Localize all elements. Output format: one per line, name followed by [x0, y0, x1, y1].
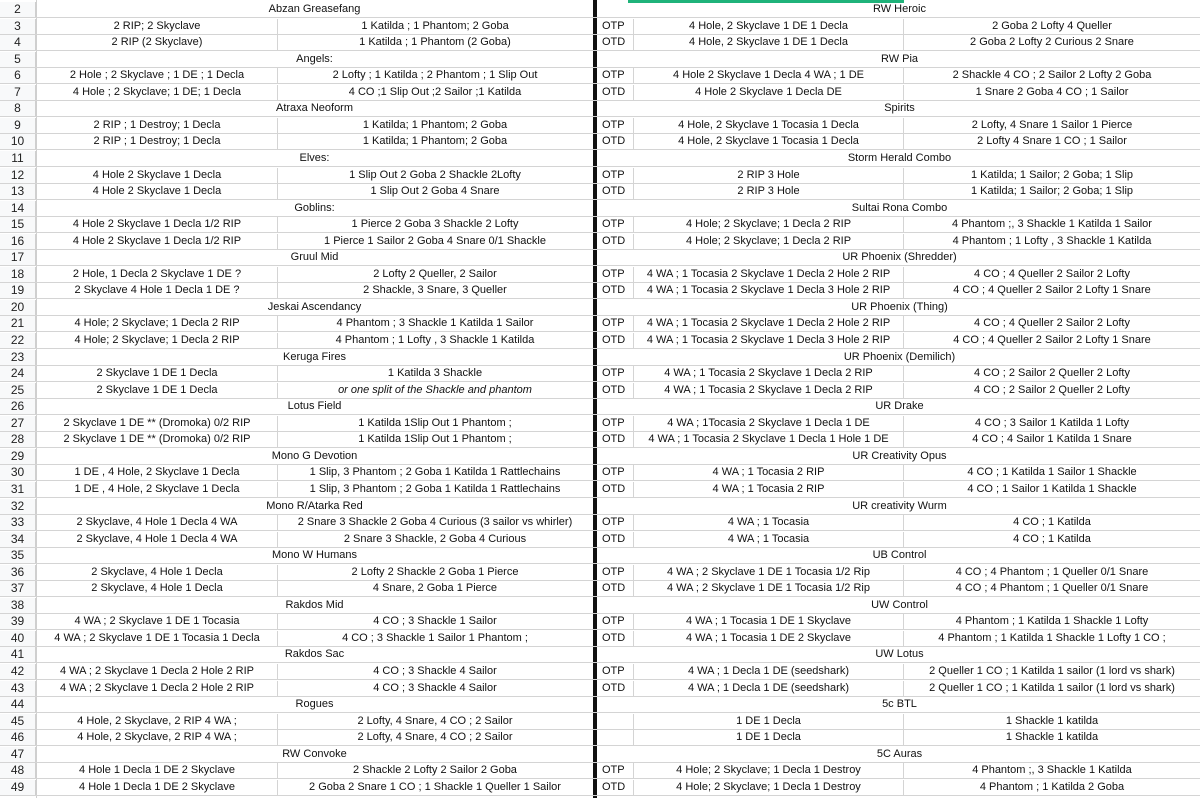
play-draw-cell[interactable]: OTP	[599, 118, 634, 133]
sideboard-in-cell[interactable]: 4 Hole; 2 Skyclave; 1 Decla 2 RIP	[37, 333, 278, 348]
sideboard-in-cell[interactable]: 2 RIP (2 Skyclave)	[37, 35, 278, 50]
sideboard-in-cell[interactable]: 4 Hole; 2 Skyclave; 1 Decla 1 Destroy	[634, 763, 904, 778]
deck-title-cell[interactable]: Abzan Greasefang	[268, 3, 361, 15]
sheet-row	[0, 333, 1200, 349]
deck-title-cell[interactable]: Sultai Rona Combo	[851, 201, 948, 214]
sheet-row	[0, 416, 1200, 432]
sideboard-in-cell[interactable]: 1 DE 1 Decla	[634, 714, 904, 729]
sheet-row	[0, 366, 1200, 382]
play-draw-cell[interactable]: OTP	[599, 19, 634, 34]
sideboard-out-cell[interactable]: 2 Snare 3 Shackle, 2 Goba 4 Curious	[343, 532, 527, 545]
play-draw-cell[interactable]	[599, 714, 634, 729]
sideboard-out-cell[interactable]: 1 Katilda; 1 Sailor; 2 Goba; 1 Slip	[970, 185, 1134, 198]
play-draw-cell[interactable]: OTD	[599, 333, 634, 348]
sheet-row	[0, 515, 1200, 531]
sideboard-in-cell[interactable]: 4 WA ; 1 Tocasia 2 Skyclave 1 Decla 1 Hole 1 DE	[634, 432, 904, 447]
play-draw-cell[interactable]: OTP	[599, 465, 634, 480]
sideboard-in-cell[interactable]: 2 Skyclave, 4 Hole 1 Decla 4 WA	[37, 515, 278, 530]
sideboard-out-cell[interactable]: 2 Snare 3 Shackle 2 Goba 4 Curious (3 sailor vs whirler)	[297, 516, 573, 529]
row-number[interactable]: 28	[0, 432, 36, 447]
sheet-row	[0, 316, 1200, 332]
sideboard-in-cell[interactable]: 4 Hole 2 Skyclave 1 Decla 4 WA ; 1 DE	[634, 68, 904, 83]
sheet-row	[0, 68, 1200, 84]
sheet-row	[0, 35, 1200, 51]
play-draw-cell[interactable]: OTD	[599, 432, 634, 447]
sideboard-out-cell[interactable]: 4 CO ; 4 Phantom ; 1 Queller 0/1 Snare	[955, 582, 1149, 595]
sheet-row	[0, 234, 1200, 250]
deck-title-cell[interactable]: Gruul Mid	[290, 251, 339, 264]
sheet-row	[0, 681, 1200, 697]
sheet-row	[0, 614, 1200, 630]
row-number[interactable]: 37	[0, 581, 36, 596]
sideboard-out-cell[interactable]: 4 CO ; 2 Sailor 2 Queller 2 Lofty	[974, 367, 1130, 380]
row-number[interactable]: 31	[0, 482, 36, 497]
play-draw-cell[interactable]	[599, 730, 634, 745]
row-number[interactable]: 4	[0, 35, 36, 50]
sideboard-out-cell[interactable]: 2 Queller 1 CO ; 1 Katilda 1 sailor (1 lord vs shark)	[929, 665, 1175, 677]
row-number[interactable]: 23	[0, 350, 36, 365]
play-draw-cell[interactable]: OTD	[599, 532, 634, 547]
sideboard-out-cell[interactable]: 4 Phantom ; 1 Lofty , 3 Shackle 1 Katilda	[952, 234, 1152, 247]
sideboard-in-cell[interactable]: 4 Hole; 2 Skyclave; 1 Decla 2 RIP	[37, 316, 278, 331]
sheet-row	[0, 499, 1200, 515]
play-draw-cell[interactable]: OTP	[599, 68, 634, 83]
sideboard-in-cell[interactable]: 4 WA ; 1Tocasia 2 Skyclave 1 Decla 1 DE	[634, 416, 904, 431]
deck-title-cell[interactable]: Rogues	[295, 698, 334, 711]
sideboard-in-cell[interactable]: 4 Hole 1 Decla 1 DE 2 Skyclave	[37, 763, 278, 778]
play-draw-cell[interactable]: OTP	[599, 416, 634, 431]
sideboard-out-cell[interactable]: 2 Shackle 2 Lofty 2 Sailor 2 Goba	[353, 764, 517, 777]
deck-title-cell[interactable]: UB Control	[872, 549, 927, 562]
sideboard-out-cell[interactable]: 4 Phantom ; 1 Katilda 1 Shackle 1 Lofty	[955, 615, 1149, 628]
deck-title-cell[interactable]: UW Control	[871, 598, 928, 611]
row-number[interactable]: 33	[0, 515, 36, 530]
sideboard-out-cell[interactable]: 1 Katilda; 1 Phantom; 2 Goba	[362, 135, 508, 148]
row-number[interactable]: 3	[0, 19, 36, 34]
sideboard-in-cell[interactable]: 2 Skyclave 1 DE ** (Dromoka) 0/2 RIP	[37, 416, 278, 431]
deck-title-cell[interactable]: Mono R/Atarka Red	[266, 499, 363, 512]
play-draw-cell[interactable]: OTD	[599, 35, 634, 50]
play-draw-cell[interactable]: OTP	[599, 515, 634, 530]
sideboard-out-cell[interactable]: 2 Shackle, 3 Snare, 3 Queller	[363, 284, 507, 297]
sideboard-in-cell[interactable]: 4 Hole 2 Skyclave 1 Decla	[37, 184, 278, 199]
sheet-row	[0, 548, 1200, 564]
row-number[interactable]: 15	[0, 217, 36, 232]
sideboard-in-cell[interactable]: 4 Hole; 2 Skyclave; 1 Decla 2 RIP	[634, 217, 904, 232]
deck-title-cell[interactable]: Mono W Humans	[272, 549, 357, 562]
sheet-row	[0, 85, 1200, 101]
sheet-row	[0, 664, 1200, 680]
sideboard-out-cell[interactable]: 2 Lofty, 4 Snare 1 Sailor 1 Pierce	[971, 118, 1133, 131]
row-number[interactable]: 19	[0, 283, 36, 298]
sideboard-in-cell[interactable]: 2 RIP 3 Hole	[634, 184, 904, 199]
sideboard-out-cell[interactable]: 1 Katilda 3 Shackle	[387, 367, 483, 380]
deck-title-cell[interactable]: Jeskai Ascendancy	[267, 300, 362, 313]
sideboard-out-cell[interactable]: 4 CO ; 2 Sailor 2 Queller 2 Lofty	[974, 383, 1130, 396]
deck-title-cell[interactable]: 5C Auras	[876, 747, 923, 760]
sideboard-in-cell[interactable]: 4 Hole, 2 Skyclave 1 DE 1 Decla	[634, 19, 904, 34]
sheet-row	[0, 565, 1200, 581]
sheet-row	[0, 482, 1200, 498]
sideboard-in-cell[interactable]: 2 Skyclave 1 DE 1 Decla	[37, 383, 278, 398]
play-draw-cell[interactable]: OTD	[599, 780, 634, 795]
sideboard-out-cell[interactable]: 2 Lofty ; 1 Katilda ; 2 Phantom ; 1 Slip Out	[332, 69, 538, 82]
sheet-row	[0, 118, 1200, 134]
deck-title-cell[interactable]: Rakdos Mid	[285, 598, 344, 611]
deck-title-cell[interactable]: RW Pia	[880, 52, 919, 65]
deck-title-cell[interactable]: Elves:	[299, 151, 330, 164]
deck-title-cell[interactable]: Rakdos Sac	[284, 648, 345, 661]
sideboard-in-cell[interactable]: 4 WA ; 1 Tocasia 1 DE 2 Skyclave	[634, 631, 904, 646]
row-number[interactable]: 14	[0, 201, 36, 216]
sideboard-in-cell[interactable]: 4 Hole; 2 Skyclave; 1 Decla 2 RIP	[634, 234, 904, 249]
deck-title-cell[interactable]: Keruga Fires	[283, 350, 346, 363]
play-draw-cell[interactable]: OTP	[599, 168, 634, 183]
sideboard-in-cell[interactable]: 4 Hole 2 Skyclave 1 Decla 1/2 RIP	[37, 217, 278, 232]
row-number[interactable]: 32	[0, 499, 36, 514]
sideboard-in-cell[interactable]: 4 WA ; 1 Tocasia	[634, 515, 904, 530]
sheet-row	[0, 300, 1200, 316]
sideboard-out-cell[interactable]: 2 Shackle 4 CO ; 2 Sailor 2 Lofty 2 Goba	[952, 69, 1152, 82]
play-draw-cell[interactable]: OTP	[599, 267, 634, 282]
row-number[interactable]: 38	[0, 598, 36, 613]
sheet-row	[0, 101, 1200, 117]
sheet-row	[0, 52, 1200, 68]
sideboard-out-cell[interactable]: 4 CO ; 3 Shackle 1 Sailor 1 Phantom ;	[342, 631, 528, 644]
deck-title-cell[interactable]: RW Convoke	[282, 747, 347, 760]
row-number[interactable]: 21	[0, 316, 36, 331]
row-number[interactable]: 13	[0, 184, 36, 199]
sideboard-out-cell[interactable]: 4 CO ; 4 Queller 2 Sailor 2 Lofty	[974, 267, 1130, 280]
sideboard-out-cell[interactable]: 4 CO ; 3 Shackle 4 Sailor	[373, 681, 497, 694]
sheet-row	[0, 747, 1200, 763]
sideboard-out-cell[interactable]: 4 Phantom ; 1 Lofty , 3 Shackle 1 Katilda	[335, 334, 535, 346]
sheet-row	[0, 598, 1200, 614]
sideboard-out-cell[interactable]: 2 Queller 1 CO ; 1 Katilda 1 sailor (1 lord vs shark)	[929, 681, 1175, 694]
sideboard-in-cell[interactable]: 4 WA ; 1 Tocasia 2 Skyclave 1 Decla 3 Hole 2 RIP	[634, 283, 904, 298]
sideboard-in-cell[interactable]: 1 DE , 4 Hole, 2 Skyclave 1 Decla	[37, 465, 278, 480]
sheet-row	[0, 184, 1200, 200]
sideboard-out-cell[interactable]: 1 Slip, 3 Phantom ; 2 Goba 1 Katilda 1 Rattlechains	[309, 482, 561, 495]
sideboard-in-cell[interactable]: 4 WA ; 2 Skyclave 1 Decla 2 Hole 2 RIP	[37, 664, 278, 679]
sheet-row	[0, 134, 1200, 150]
deck-title-cell[interactable]: Lotus Field	[287, 400, 342, 413]
row-number[interactable]: 42	[0, 664, 36, 679]
play-draw-cell[interactable]: OTD	[599, 581, 634, 596]
sideboard-in-cell[interactable]: 4 WA ; 1 Tocasia 2 Skyclave 1 Decla 2 Hole 2 RIP	[634, 267, 904, 282]
sideboard-out-cell[interactable]: 2 Goba 2 Lofty 2 Curious 2 Snare	[970, 36, 1134, 49]
sideboard-in-cell[interactable]: 2 Skyclave 1 DE 1 Decla	[37, 366, 278, 381]
play-draw-cell[interactable]: OTP	[599, 664, 634, 679]
sideboard-out-cell[interactable]: 4 Phantom ; 1 Katilda 2 Goba	[979, 780, 1125, 793]
sideboard-in-cell[interactable]: 4 Hole 1 Decla 1 DE 2 Skyclave	[37, 780, 278, 795]
row-number[interactable]: 30	[0, 465, 36, 480]
deck-title-cell[interactable]: Spirits	[884, 102, 915, 115]
row-number[interactable]: 34	[0, 532, 36, 547]
play-draw-cell[interactable]: OTP	[599, 316, 634, 331]
sideboard-in-cell[interactable]: 1 DE 1 Decla	[634, 730, 904, 745]
row-number[interactable]: 36	[0, 565, 36, 580]
play-draw-cell[interactable]: OTD	[599, 283, 634, 298]
row-number[interactable]: 44	[0, 697, 36, 712]
sheet-row	[0, 350, 1200, 366]
play-draw-cell[interactable]: OTP	[599, 565, 634, 580]
sideboard-in-cell[interactable]: 4 WA ; 1 Tocasia 1 DE 1 Skyclave	[634, 614, 904, 629]
play-draw-cell[interactable]: OTD	[599, 234, 634, 249]
sideboard-out-cell[interactable]: 4 CO ; 3 Shackle 1 Sailor	[373, 615, 497, 628]
row-number[interactable]: 12	[0, 168, 36, 183]
sideboard-in-cell[interactable]: 2 Hole, 1 Decla 2 Skyclave 1 DE ?	[37, 267, 278, 282]
sideboard-in-cell[interactable]: 2 Skyclave, 4 Hole 1 Decla	[37, 565, 278, 580]
play-draw-cell[interactable]: OTD	[599, 184, 634, 199]
sheet-row	[0, 465, 1200, 481]
sideboard-in-cell[interactable]: 4 WA ; 1 Tocasia 2 RIP	[634, 465, 904, 480]
sheet-row	[0, 763, 1200, 779]
sideboard-in-cell[interactable]: 4 Hole ; 2 Skyclave; 1 DE; 1 Decla	[37, 85, 278, 100]
sideboard-out-cell[interactable]: 4 CO ; 4 Queller 2 Sailor 2 Lofty 1 Snare	[953, 284, 1151, 297]
sideboard-in-cell[interactable]: 4 WA ; 1 Tocasia 2 Skyclave 1 Decla 2 Hole 2 RIP	[634, 316, 904, 331]
sideboard-out-cell[interactable]: 2 Lofty 2 Queller, 2 Sailor	[373, 267, 497, 280]
row-number[interactable]: 49	[0, 780, 36, 795]
sheet-row	[0, 217, 1200, 233]
sideboard-out-cell[interactable]: 4 Snare, 2 Goba 1 Pierce	[372, 582, 498, 595]
sideboard-out-cell[interactable]: 1 Pierce 2 Goba 3 Shackle 2 Lofty	[351, 218, 519, 231]
sideboard-out-cell[interactable]: 1 Shackle 1 katilda	[1005, 714, 1099, 727]
row-number[interactable]: 20	[0, 300, 36, 315]
row-number[interactable]: 43	[0, 681, 36, 696]
deck-title-cell[interactable]: UR Drake	[875, 400, 924, 413]
sideboard-out-cell[interactable]: 1 Slip Out 2 Goba 4 Snare	[370, 185, 500, 198]
row-number[interactable]: 40	[0, 631, 36, 646]
sideboard-in-cell[interactable]: 4 Hole, 2 Skyclave 1 Tocasia 1 Decla	[634, 134, 904, 149]
sideboard-out-cell[interactable]: 4 Phantom ;, 3 Shackle 1 Katilda 1 Sailor	[952, 218, 1152, 231]
deck-title-cell[interactable]: UW Lotus	[875, 648, 924, 661]
sideboard-out-cell[interactable]: 1 Katilda ; 1 Phantom; 2 Goba	[361, 19, 509, 32]
row-number[interactable]: 8	[0, 101, 36, 116]
sideboard-in-cell[interactable]: 4 WA ; 1 Tocasia 2 Skyclave 1 Decla 2 RIP	[634, 383, 904, 398]
sideboard-in-cell[interactable]: 2 RIP ; 1 Destroy; 1 Decla	[37, 118, 278, 133]
sideboard-in-cell[interactable]: 4 Hole, 2 Skyclave 1 Tocasia 1 Decla	[634, 118, 904, 133]
sheet-row	[0, 532, 1200, 548]
sideboard-in-cell[interactable]: 4 WA ; 1 Decla 1 DE (seedshark)	[634, 681, 904, 696]
sideboard-out-cell[interactable]: 1 Slip Out 2 Goba 2 Shackle 2Lofty	[349, 168, 521, 181]
sideboard-in-cell[interactable]: 4 WA ; 1 Tocasia 2 Skyclave 1 Decla 2 RIP	[634, 366, 904, 381]
sideboard-out-cell[interactable]: 1 Katilda; 1 Phantom; 2 Goba	[362, 118, 508, 131]
sideboard-in-cell[interactable]: 4 WA ; 1 Tocasia	[634, 532, 904, 547]
row-number[interactable]: 48	[0, 763, 36, 778]
sideboard-out-cell[interactable]: 1 Slip, 3 Phantom ; 2 Goba 1 Katilda 1 Rattlechains	[309, 466, 561, 479]
sideboard-out-cell[interactable]: 2 Goba 2 Snare 1 CO ; 1 Shackle 1 Queller 1 Sailor	[309, 780, 561, 793]
sheet-row	[0, 697, 1200, 713]
sheet-row	[0, 581, 1200, 597]
sideboard-in-cell[interactable]: 2 Skyclave, 4 Hole 1 Decla 4 WA	[37, 532, 278, 547]
row-number[interactable]: 17	[0, 250, 36, 265]
row-number[interactable]: 18	[0, 267, 36, 282]
deck-title-cell[interactable]: Goblins:	[294, 201, 335, 214]
sideboard-out-cell[interactable]: 4 CO ; 4 Sailor 1 Katilda 1 Snare	[972, 433, 1132, 446]
play-draw-cell[interactable]: OTD	[599, 681, 634, 696]
sideboard-in-cell[interactable]: 4 Hole 2 Skyclave 1 Decla 1/2 RIP	[37, 234, 278, 249]
sideboard-out-cell[interactable]: 4 CO ; 4 Queller 2 Sailor 2 Lofty 1 Snare	[953, 334, 1151, 346]
sheet-row	[0, 168, 1200, 184]
sheet-row	[0, 399, 1200, 415]
sideboard-out-cell[interactable]: 1 Snare 2 Goba 4 CO ; 1 Sailor	[975, 85, 1129, 98]
sideboard-in-cell[interactable]: 4 WA ; 2 Skyclave 1 DE 1 Tocasia 1/2 Rip	[634, 565, 904, 580]
sheet-row	[0, 714, 1200, 730]
row-number[interactable]: 22	[0, 333, 36, 348]
deck-title-cell[interactable]: UR creativity Wurm	[852, 499, 947, 512]
row-number[interactable]: 29	[0, 449, 36, 464]
sideboard-out-cell[interactable]: 2 Lofty, 4 Snare, 4 CO ; 2 Sailor	[357, 731, 513, 744]
row-number[interactable]: 47	[0, 747, 36, 762]
sideboard-in-cell[interactable]: 4 WA ; 1 Tocasia 2 RIP	[634, 482, 904, 497]
deck-title-cell[interactable]: Angels:	[296, 52, 333, 65]
sideboard-in-cell[interactable]: 4 WA ; 2 Skyclave 1 DE 1 Tocasia 1 Decla	[37, 631, 278, 646]
play-draw-cell[interactable]: OTD	[599, 482, 634, 497]
play-draw-cell[interactable]: OTP	[599, 366, 634, 381]
sheet-row	[0, 383, 1200, 399]
row-number[interactable]: 45	[0, 714, 36, 729]
deck-title-cell[interactable]: Atraxa Neoform	[275, 102, 354, 115]
deck-title-cell[interactable]: Storm Herald Combo	[847, 151, 952, 164]
sideboard-out-cell[interactable]: 4 Phantom ;, 3 Shackle 1 Katilda	[972, 764, 1132, 777]
row-number[interactable]: 46	[0, 730, 36, 745]
row-number[interactable]: 7	[0, 85, 36, 100]
sideboard-out-cell[interactable]: 1 Katilda 1Slip Out 1 Phantom ;	[358, 433, 512, 446]
deck-title-cell[interactable]: UR Phoenix (Thing)	[851, 300, 948, 313]
sideboard-out-cell[interactable]: 1 Pierce 1 Sailor 2 Goba 4 Snare 0/1 Shackle	[324, 234, 546, 247]
sheet-row	[0, 780, 1200, 796]
sideboard-out-cell[interactable]: 4 CO ; 1 Katilda 1 Sailor 1 Shackle	[967, 466, 1137, 479]
sheet-row	[0, 432, 1200, 448]
sideboard-in-cell[interactable]: 4 WA ; 1 Decla 1 DE (seedshark)	[634, 664, 904, 679]
sideboard-in-cell[interactable]: 2 RIP; 2 Skyclave	[37, 19, 278, 34]
row-number[interactable]: 16	[0, 234, 36, 249]
sideboard-out-cell[interactable]: 4 CO ; 3 Sailor 1 Katilda 1 Lofty	[974, 416, 1130, 429]
sideboard-out-cell[interactable]: 2 Goba 2 Lofty 4 Queller	[992, 19, 1112, 32]
sideboard-out-cell[interactable]: 4 CO ; 3 Shackle 4 Sailor	[373, 665, 497, 677]
sideboard-in-cell[interactable]: 2 Skyclave 4 Hole 1 Decla 1 DE ?	[37, 283, 278, 298]
sideboard-in-cell[interactable]: 2 RIP 3 Hole	[634, 168, 904, 183]
row-number[interactable]: 25	[0, 383, 36, 398]
row-number[interactable]: 39	[0, 614, 36, 629]
play-draw-cell[interactable]: OTD	[599, 631, 634, 646]
sideboard-in-cell[interactable]: 4 Hole; 2 Skyclave; 1 Decla 1 Destroy	[634, 780, 904, 795]
deck-title-cell[interactable]: UR Phoenix (Shredder)	[842, 251, 957, 264]
row-number[interactable]: 11	[0, 151, 36, 166]
sideboard-in-cell[interactable]: 4 WA ; 2 Skyclave 1 DE 1 Tocasia 1/2 Rip	[634, 581, 904, 596]
sideboard-in-cell[interactable]: 2 Skyclave 1 DE ** (Dromoka) 0/2 RIP	[37, 432, 278, 447]
sideboard-in-cell[interactable]: 4 Hole, 2 Skyclave 1 DE 1 Decla	[634, 35, 904, 50]
sideboard-in-cell[interactable]: 4 WA ; 1 Tocasia 2 Skyclave 1 Decla 3 Hole 2 RIP	[634, 333, 904, 348]
sheet-row	[0, 631, 1200, 647]
sideboard-out-cell[interactable]: 2 Lofty 4 Snare 1 CO ; 1 Sailor	[977, 135, 1127, 148]
sideboard-in-cell[interactable]: 2 RIP ; 1 Destroy; 1 Decla	[37, 134, 278, 149]
sideboard-out-cell[interactable]: 4 Phantom ; 3 Shackle 1 Katilda 1 Sailor	[336, 317, 534, 330]
sideboard-in-cell[interactable]: 4 Hole 2 Skyclave 1 Decla DE	[634, 85, 904, 100]
sheet-row	[0, 2, 1200, 18]
row-number[interactable]: 10	[0, 134, 36, 149]
sheet-row	[0, 449, 1200, 465]
sideboard-in-cell[interactable]: 4 Hole, 2 Skyclave, 2 RIP 4 WA ;	[37, 714, 278, 729]
sideboard-out-cell[interactable]: 4 CO ; 4 Queller 2 Sailor 2 Lofty	[974, 317, 1130, 330]
row-number[interactable]: 27	[0, 416, 36, 431]
sheet-row	[0, 730, 1200, 746]
sideboard-in-cell[interactable]: 4 Hole 2 Skyclave 1 Decla	[37, 168, 278, 183]
sideboard-out-cell[interactable]: or one split of the Shackle and phantom	[338, 383, 532, 396]
sheet-row	[0, 151, 1200, 167]
sideboard-out-cell[interactable]: 4 CO ; 1 Sailor 1 Katilda 1 Shackle	[967, 482, 1137, 495]
sideboard-in-cell[interactable]: 4 Hole, 2 Skyclave, 2 RIP 4 WA ;	[37, 730, 278, 745]
row-number[interactable]: 2	[0, 2, 36, 17]
sheet-row	[0, 283, 1200, 299]
sideboard-out-cell[interactable]: 4 CO ; 1 Katilda	[1013, 532, 1091, 545]
sheet-row	[0, 201, 1200, 217]
sideboard-out-cell[interactable]: 2 Lofty 2 Shackle 2 Goba 1 Pierce	[351, 565, 519, 578]
sideboard-out-cell[interactable]: 1 Shackle 1 katilda	[1005, 731, 1099, 744]
play-draw-cell[interactable]: OTD	[599, 383, 634, 398]
play-draw-cell[interactable]: OTP	[599, 763, 634, 778]
play-draw-cell[interactable]: OTP	[599, 614, 634, 629]
sideboard-out-cell[interactable]: 4 CO ; 1 Katilda	[1013, 516, 1091, 529]
row-number[interactable]: 24	[0, 366, 36, 381]
sideboard-in-cell[interactable]: 4 WA ; 2 Skyclave 1 DE 1 Tocasia	[37, 614, 278, 629]
row-number[interactable]: 35	[0, 548, 36, 563]
sideboard-in-cell[interactable]: 1 DE , 4 Hole, 2 Skyclave 1 Decla	[37, 482, 278, 497]
sideboard-out-cell[interactable]: 4 CO ;1 Slip Out ;2 Sailor ;1 Katilda	[348, 85, 522, 98]
play-draw-cell[interactable]: OTP	[599, 217, 634, 232]
deck-title-cell[interactable]: UR Creativity Opus	[852, 449, 947, 462]
sheet-row	[0, 647, 1200, 663]
sheet-row	[0, 19, 1200, 35]
deck-title-cell[interactable]: UR Phoenix (Demilich)	[843, 350, 956, 363]
play-draw-cell[interactable]: OTD	[599, 134, 634, 149]
row-number[interactable]: 9	[0, 118, 36, 133]
deck-title-cell[interactable]: 5c BTL	[882, 698, 917, 711]
row-number[interactable]: 26	[0, 399, 36, 414]
row-number[interactable]: 5	[0, 52, 36, 67]
sheet-row	[0, 250, 1200, 266]
sheet-row	[0, 267, 1200, 283]
sideboard-out-cell[interactable]: 2 Lofty, 4 Snare, 4 CO ; 2 Sailor	[357, 714, 513, 727]
row-number[interactable]: 6	[0, 68, 36, 83]
sideboard-out-cell[interactable]: 1 Katilda; 1 Sailor; 2 Goba; 1 Slip	[970, 168, 1134, 181]
deck-title-cell[interactable]: RW Heroic	[873, 3, 926, 15]
deck-title-cell[interactable]: Mono G Devotion	[271, 449, 358, 462]
sideboard-in-cell[interactable]: 4 WA ; 2 Skyclave 1 Decla 2 Hole 2 RIP	[37, 681, 278, 696]
sideboard-out-cell[interactable]: 1 Katilda ; 1 Phantom (2 Goba)	[359, 36, 511, 49]
sideboard-out-cell[interactable]: 4 CO ; 4 Phantom ; 1 Queller 0/1 Snare	[955, 565, 1149, 578]
row-number[interactable]: 41	[0, 647, 36, 662]
sideboard-in-cell[interactable]: 2 Hole ; 2 Skyclave ; 1 DE ; 1 Decla	[37, 68, 278, 83]
sideboard-in-cell[interactable]: 2 Skyclave, 4 Hole 1 Decla	[37, 581, 278, 596]
sideboard-out-cell[interactable]: 4 Phantom ; 1 Katilda 1 Shackle 1 Lofty 1 CO ;	[938, 631, 1166, 644]
play-draw-cell[interactable]: OTD	[599, 85, 634, 100]
sideboard-out-cell[interactable]: 1 Katilda 1Slip Out 1 Phantom ;	[358, 416, 512, 429]
